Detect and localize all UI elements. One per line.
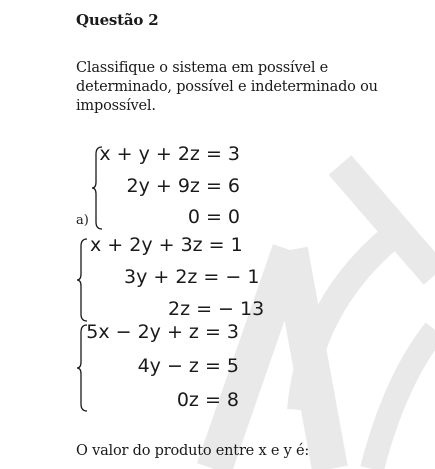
system-1-equation-3: 0 = 0: [187, 206, 240, 228]
system-2-equation-1: x + 2y + 3z = 1: [90, 234, 243, 256]
prompt-line: impossível.: [76, 98, 156, 114]
question-title: Questão 2: [76, 11, 159, 29]
question-prompt: [76, 59, 421, 116]
footer-question-text: O valor do produto entre x e y é:: [76, 443, 310, 459]
system-3-equation-1: 5x − 2y + z = 3: [86, 321, 239, 343]
prompt-line: determinado, possível e indeterminado ou: [76, 79, 378, 95]
system-2-equation-2: 3y + 2z = − 1: [124, 266, 260, 288]
system-3-equation-2: 4y − z = 5: [137, 355, 239, 377]
prompt-line: Classifique o sistema em possível e: [76, 60, 329, 76]
system-2-brace: [75, 237, 89, 323]
system-1-equation-2: 2y + 9z = 6: [126, 175, 240, 197]
system-3-equation-3: 0z = 8: [176, 389, 239, 411]
item-label: a): [76, 213, 89, 228]
system-1-equation-1: x + y + 2z = 3: [99, 143, 240, 165]
system-2-equation-3: 2z = − 13: [168, 298, 265, 320]
